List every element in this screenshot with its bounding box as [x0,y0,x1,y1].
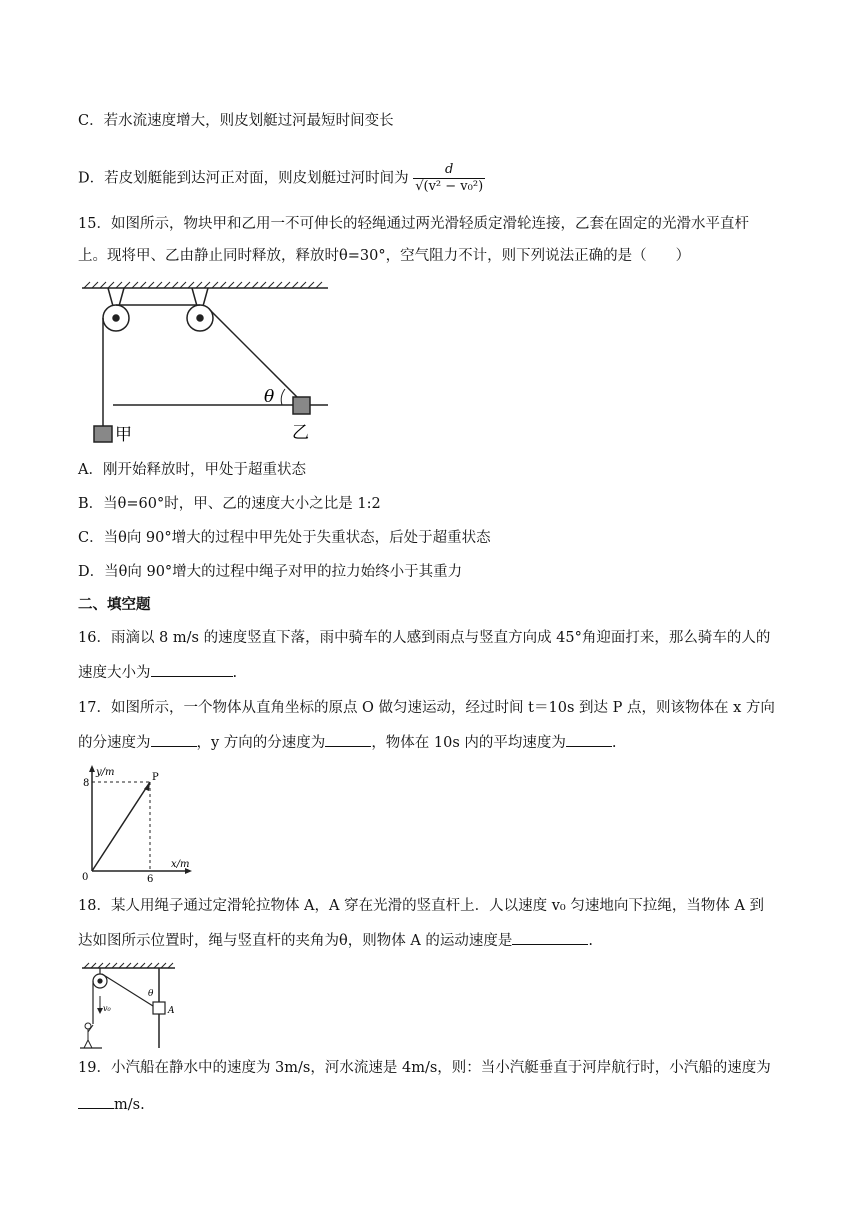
q14-fraction-numerator: d [445,162,454,177]
q19-answer-blank[interactable] [78,1094,114,1109]
a-label: A [168,1006,175,1016]
displacement-line [92,782,150,871]
y-axis-arrow [89,765,95,772]
q16-line2 [78,662,237,683]
q19-line1: 19．小汽船在静水中的速度为 3m/s，河水流速是 4m/s，则：当小汽艇垂直于河岸航行时，小汽船的速度为 [78,1060,771,1076]
q16-prefix: 速度大小为 [78,665,151,681]
q17-line1: 17．如图所示，一个物体从直角坐标的原点 O 做匀速运动，经过时间 t＝10s 到达 P 点，则该物体在 x 方向 [78,700,775,716]
q17-blank-avg[interactable] [566,732,612,747]
x-axis-label: x/m [171,859,190,870]
person-figure [84,1023,93,1048]
pulley-left [103,288,129,331]
q16-suffix: . [232,665,238,681]
q18-pulley-figure [80,962,180,1050]
x-tick-6: 6 [147,874,154,885]
pulley-right [187,288,213,331]
block-yi [293,397,310,414]
q17-text-d: . [611,735,617,751]
q19-line2 [78,1094,145,1115]
block-jia [94,426,112,442]
q15-stem-line2: 上。现将甲、乙由静止同时释放，释放时θ=30°，空气阻力不计，则下列说法正确的是（ ） [78,248,691,264]
section-fill-in: 二、填空题 [78,596,151,613]
q18-answer-blank[interactable] [512,930,588,945]
q14-option-c: C．若水流速度增大，则皮划艇过河最短时间变长 [78,113,394,129]
q15-option-b: B．当θ=60°时，甲、乙的速度大小之比是 1:2 [78,496,381,512]
theta-label: θ [264,387,275,407]
q14-fraction-denominator: √(v² − v₀²) [415,179,484,194]
rope-slanted [210,310,300,400]
y-axis-label: y/m [96,767,115,778]
origin-label: 0 [82,872,89,883]
q15-stem-line1: 15．如图所示，物块甲和乙用一不可伸长的轻绳通过两光滑轻质定滑轮连接，乙套在固定的光滑水平直杆 [78,216,749,232]
q15-option-c: C．当θ向 90°增大的过程中甲先处于失重状态，后处于超重状态 [78,530,491,546]
q17-blank-vy[interactable] [325,732,371,747]
theta-arc [281,389,285,405]
ceiling-hatch [84,282,322,288]
q16-answer-blank[interactable] [151,662,233,677]
q18-prefix: 达如图所示位置时，绳与竖直杆的夹角为θ，则物体 A 的运动速度是 [78,933,513,949]
point-p-label: P [152,772,159,783]
q17-line2 [78,732,617,753]
q18-line1: 18．某人用绳子通过定滑轮拉物体 A，A 穿在光滑的竖直杆上．人以速度 v₀ 匀速地向下拉绳，当物体 A 到 [78,898,765,914]
block-a [153,1002,165,1014]
q14-fraction [413,162,485,195]
pulley [93,968,107,988]
label-yi: 乙 [292,423,309,443]
q14-option-d [78,162,485,195]
q17-text-a: 的分速度为 [78,735,151,751]
q17-blank-vx[interactable] [151,732,197,747]
q16-line1: 16．雨滴以 8 m/s 的速度竖直下落，雨中骑车的人感到雨点与竖直方向成 45°角迎面打来，那么骑车的人的 [78,630,771,646]
v0-label: v₀ [103,1004,111,1013]
q19-suffix: m/s. [114,1097,145,1113]
q18-line2 [78,930,593,951]
q15-option-d: D．当θ向 90°增大的过程中绳子对甲的拉力始终小于其重力 [78,564,463,580]
q15-pulley-figure [80,280,340,445]
rope-to-a [102,974,153,1006]
label-jia: 甲 [115,425,132,445]
q15-option-a: A．刚开始释放时，甲处于超重状态 [78,462,306,478]
q17-coordinate-figure [80,765,195,885]
q14-option-d-text: D．若皮划艇能到达河正对面，则皮划艇过河时间为 [78,170,409,187]
y-tick-8: 8 [83,778,90,789]
theta-label: θ [148,989,154,999]
q17-text-c: ，物体在 10s 内的平均速度为 [371,735,566,751]
q17-text-b: ，y 方向的分速度为 [196,735,326,751]
q18-suffix: . [588,933,594,949]
